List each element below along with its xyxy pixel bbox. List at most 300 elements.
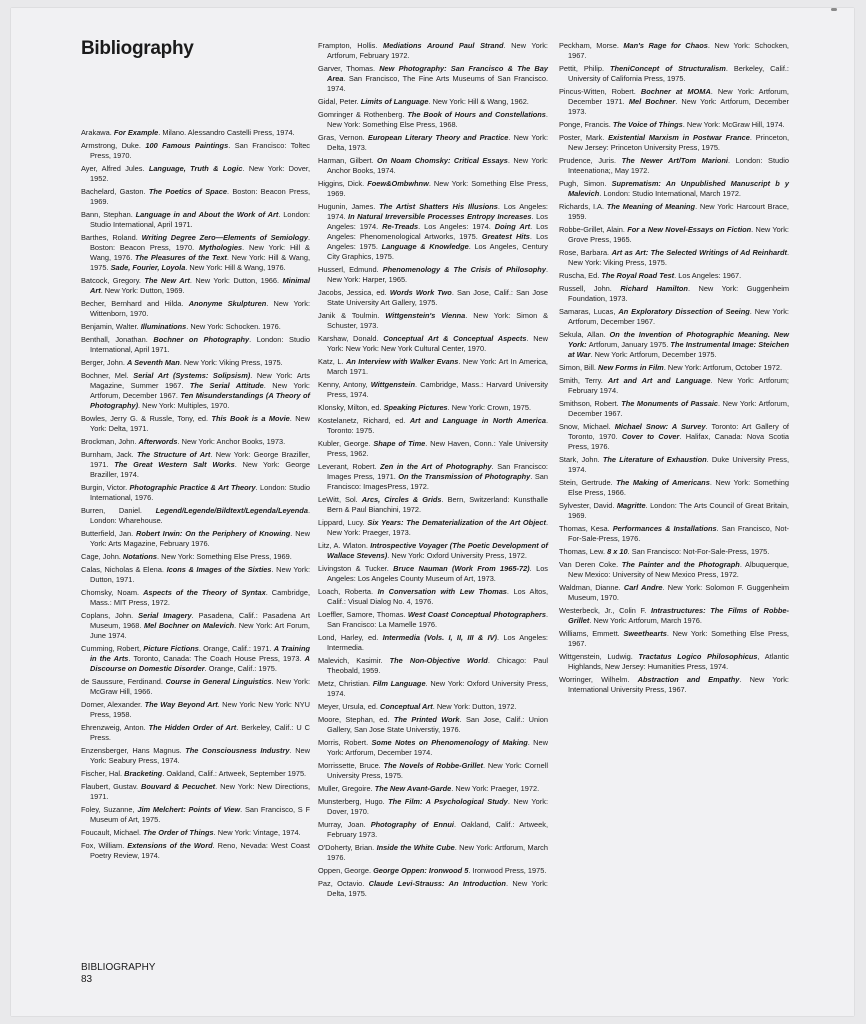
entry-text: . New York: Delta, 1975. — [327, 878, 548, 898]
entry-title: 8 x 10 — [607, 547, 628, 556]
entry-text: . New York: Harcourt Brace, 1959. — [568, 202, 789, 221]
entry-title: Re-Treads — [382, 221, 419, 231]
entry-title: The Printed Work — [393, 714, 460, 724]
entry-text: . San Francisco, S F Museum of Art, 1975. — [90, 804, 310, 824]
entry-title: Doing Art — [494, 221, 531, 231]
bibliography-entry — [81, 335, 310, 355]
entry-title: Mel Bochner — [628, 96, 676, 106]
entry-title: Picture Fictions — [143, 643, 199, 653]
entry-title: Six Years: The Dematerialization of the Art Object — [367, 517, 546, 527]
entry-text: Bowles, Jerry G. & Russle, Tony, ed. — [81, 413, 212, 423]
bibliography-entry — [318, 288, 548, 308]
entry-title: Notations — [122, 551, 157, 561]
entry-text: . Princeton, New Jersey: Princeton University Press, 1975. — [568, 133, 789, 152]
entry-text: Van Deren Coke. — [559, 560, 622, 570]
entry-title: In Natural Irreversible Processes Entropy Increases — [348, 211, 532, 221]
bibliography-entry — [559, 455, 789, 475]
entry-text: . Los Angeles: Intermedia. — [327, 632, 548, 652]
entry-text: Foucault, Michael. — [81, 827, 144, 837]
entry-text: . Cambridge, Mass.: Harvard University Press, 1974. — [327, 379, 548, 399]
entry-title: Mythologies — [198, 243, 243, 252]
entry-text: . New York: George Braziller, 1974. — [90, 459, 310, 479]
entry-text: . San Jose, Calif.: Union Gallery, San Jose State Universtiy, 1976. — [327, 714, 548, 734]
entry-title: Foew&Ombwhnw — [367, 179, 429, 188]
entry-title: The Great Western Salt Works — [114, 459, 235, 469]
entry-text: Williams, Emmett. — [559, 629, 624, 639]
entry-text: Benjamin, Walter. — [81, 321, 141, 331]
bibliography-entry — [559, 133, 789, 153]
bibliography-entry — [81, 276, 310, 296]
entry-text: . Los Angeles: 1974. — [418, 221, 495, 231]
entry-text: Litz, A. Wlaton. — [318, 540, 371, 550]
entry-title: Serial Art (Systems: Solipsism) — [133, 371, 251, 381]
bibliography-entry — [318, 380, 548, 400]
bibliography-entry — [318, 311, 548, 331]
entry-text: Meyer, Ursula, ed. — [318, 701, 381, 711]
entry-text: . New York: Arts Magazine, February 1976. — [90, 528, 310, 548]
entry-text: . New York: New York: NYU Press, 1958. — [90, 699, 310, 719]
entry-text: Ayer, Alfred Jules. — [81, 164, 149, 174]
bibliography-entry — [318, 462, 548, 492]
entry-title: Suprematism: An Unpublished Manuscript b y Malevich — [568, 179, 789, 198]
bibliography-entry — [81, 723, 310, 743]
bibliography-entry — [81, 782, 310, 802]
entry-title: Photography of Ennui — [370, 819, 454, 829]
bibliography-entry — [318, 587, 548, 607]
entry-title: Art as Art: The Selected Writings of Ad Reinhardt — [611, 248, 787, 257]
entry-title: Minimal Art — [90, 275, 310, 295]
entry-text: . London: Studio International, April 1971. — [90, 335, 310, 354]
bibliography-entry — [559, 271, 789, 281]
entry-text: Paz, Octavio. — [318, 878, 369, 888]
bibliography-entry — [318, 110, 548, 130]
entry-title: Tractatus Logico Philosophicus — [638, 652, 758, 662]
entry-text: Jacobs, Jessica, ed. — [318, 287, 390, 297]
entry-text: Smith, Terry. — [559, 376, 608, 386]
bibliography-entry — [559, 87, 789, 117]
bibliography-entry — [559, 652, 789, 672]
entry-title: Course in General Linguistics — [165, 676, 272, 686]
entry-text: Gomringer & Rothenberg. — [318, 110, 408, 119]
bibliography-entry — [318, 784, 548, 794]
entry-title: The Film: A Psychological Study — [388, 796, 508, 806]
entry-text: . Duke University Press, 1974. — [568, 455, 790, 474]
entry-title: The Novels of Robbe-Grillet — [383, 760, 483, 770]
entry-text: . Los Angeles: Phenomenological Artworks, 1975. — [327, 221, 548, 241]
entry-text: Ponge, Francis. — [559, 119, 613, 129]
entry-title: Robert Irwin: On the Periphery of Knowing — [136, 528, 291, 538]
entry-text: Malevich, Kasimir. — [318, 655, 390, 665]
entry-title: West Coast Conceptual Photographers — [407, 609, 546, 619]
entry-title: Writing Degree Zero—Elements of Semiology — [141, 233, 308, 243]
entry-text: Richards, I.A. — [559, 202, 607, 211]
bibliography-entry — [81, 450, 310, 480]
bibliography-column-1 — [81, 128, 310, 864]
bibliography-entry — [559, 547, 789, 557]
entry-title: The Making of Americans — [616, 478, 710, 487]
entry-title: Wittgenstein — [370, 379, 415, 389]
entry-title: New Forms in Film — [598, 363, 664, 372]
bibliography-entry — [318, 541, 548, 561]
entry-text: . Oakland, Calif.: Artweek, September 1975. — [162, 768, 307, 778]
bibliography-entry — [318, 820, 548, 840]
entry-text: . Orange, Calif.: 1971. — [198, 643, 274, 653]
entry-text: . Cambridge, Mass.: MIT Press, 1972. — [90, 588, 311, 607]
bibliography-entry — [318, 879, 548, 899]
entry-text: . New York: Crown, 1975. — [447, 402, 532, 412]
entry-title: The Painter and the Photograph — [621, 560, 740, 570]
entry-title: New Photography: San Francisco & The Bay Area — [327, 64, 548, 83]
entry-title: Intrastructures: The Films of Robbe-Grillet — [568, 606, 789, 625]
entry-title: The Serial Attitude — [189, 381, 264, 390]
entry-text: Lond, Harley, ed. — [318, 632, 383, 642]
entry-text: , Atlantic Highlands, New Jersey: Humanities Press, 1974. — [568, 652, 789, 671]
entry-text: Russell, John. — [559, 284, 621, 294]
entry-title: The Book of Hours and Constellations — [407, 110, 546, 119]
entry-title: Sweethearts — [623, 629, 667, 639]
entry-text: Barthes, Roland. — [81, 233, 142, 243]
entry-text: . New York: Hill & Wang, 1976. — [185, 262, 286, 272]
entry-text: Worringer, Wilhelm. — [559, 675, 638, 685]
entry-text: Poster, Mark. — [559, 133, 609, 142]
bibliography-entry — [318, 133, 548, 153]
bibliography-entry — [81, 437, 310, 447]
bibliography-entry — [81, 828, 310, 838]
entry-text: . Berkeley, Calif.: University of California Press, 1975. — [568, 64, 789, 83]
bibliography-entry — [318, 738, 548, 758]
entry-title: Language & Knowledge — [381, 241, 469, 251]
entry-text: . New York: Anchor Books, 1973. — [177, 436, 286, 446]
bibliography-entry — [559, 179, 789, 199]
entry-text: Bann, Stephan. — [81, 210, 136, 220]
bibliography-entry — [318, 334, 548, 354]
entry-text: . London: The Arts Council of Great Britain, 1969. — [568, 501, 789, 520]
entry-text: Loach, Roberta. — [318, 586, 378, 596]
entry-text: . London: Studio International, 1976. — [90, 482, 310, 502]
entry-title: Abstraction and Empathy — [637, 675, 740, 685]
entry-text: . New York: Artforum; February 1974. — [568, 376, 789, 395]
entry-text: . Oakland, Calif.: Artweek, February 1973. — [327, 819, 549, 839]
entry-text: Samaras, Lucas, — [559, 307, 619, 317]
entry-text: Stein, Gertrude. — [559, 478, 617, 487]
entry-text: Higgins, Dick. — [318, 179, 368, 188]
entry-title: The New Avant-Garde — [374, 783, 452, 793]
entry-title: Legend/Legende/Bildtext/Legenda/Leyenda — [155, 505, 308, 515]
bibliography-entry — [81, 700, 310, 720]
bibliography-entry — [559, 606, 789, 626]
bibliography-entry — [81, 746, 310, 766]
entry-text: Karshaw, Donald. — [318, 333, 384, 343]
entry-text: O'Doherty, Brian. — [318, 842, 377, 852]
entry-text: Gidal, Peter. — [318, 96, 361, 106]
entry-text: . New York: Artforum, February 1972. — [327, 41, 548, 60]
entry-text: . New York: Dover, 1970. — [327, 796, 548, 816]
entry-text: Ruscha, Ed. — [559, 271, 602, 280]
entry-title: Magritte — [616, 501, 646, 510]
entry-text: . New York: Artforum, December 1973. — [568, 96, 789, 116]
entry-text: Moore, Stephan, ed. — [318, 714, 394, 724]
entry-text: . New York: Artforum, March 1976. — [589, 616, 702, 625]
bibliography-entry — [559, 478, 789, 498]
entry-text: Bachelard, Gaston. — [81, 187, 149, 197]
footer-section-label: BIBLIOGRAPHY — [81, 962, 156, 973]
entry-title: Mel Bochner on Malevich — [143, 620, 235, 630]
entry-title: Speaking Pictures — [383, 402, 448, 412]
bibliography-entry — [559, 629, 789, 649]
entry-text: Thomas, Kesa. — [559, 524, 613, 533]
entry-title: Claude Levi-Strauss: An Introduction — [368, 878, 506, 888]
entry-text: . New York: Dutton, 1972. — [432, 701, 517, 711]
entry-title: Art and Art and Language — [607, 376, 711, 386]
entry-title: The New Art — [144, 275, 190, 285]
entry-text: . Orange, Calif.: 1975. — [204, 663, 277, 673]
entry-text: . San Francisco: Not-For-Sale-Press, 1975. — [627, 547, 770, 556]
entry-text: . New York: New York: New York Cultural Center, 1970. — [327, 333, 548, 353]
entry-text: . New York: Wittenborn, 1970. — [90, 298, 311, 318]
entry-text: . New York: Hill & Wang, 1962. — [428, 96, 529, 106]
bibliography-entry — [559, 399, 789, 419]
bibliography-entry — [81, 210, 310, 230]
bibliography-entry — [559, 41, 789, 61]
bibliography-entry — [318, 495, 548, 515]
entry-text: . San Jose, Calif.: San Jose State University Art Gallery, 1975. — [327, 287, 548, 307]
entry-text: Armstrong, Duke. — [81, 141, 146, 151]
entry-text: . Boston: Beacon Press, 1969. — [90, 187, 311, 206]
bibliography-entry — [318, 679, 548, 699]
entry-text: Dorner, Alexander. — [81, 699, 145, 709]
entry-title: A Discourse on Domestic Disorder — [90, 653, 310, 673]
entry-text: . New York: New Directions, 1971. — [90, 781, 310, 801]
entry-text: . New York: Hill & Wang, 1976. — [90, 243, 310, 262]
entry-text: Kenny, Antony, — [318, 379, 371, 389]
bibliography-entry — [318, 403, 548, 413]
entry-text: . New York: Guggenheim Foundation, 1973. — [568, 284, 789, 303]
bibliography-entry — [81, 805, 310, 825]
entry-text: . New York: Delta, 1973. — [327, 133, 548, 152]
entry-text: Burnham, Jack. — [81, 450, 137, 459]
entry-text: Coplans, John. — [81, 611, 139, 620]
entry-text: . New York: Dutton, 1971. — [90, 565, 310, 584]
entry-title: On the Transmission of Photography — [398, 471, 531, 481]
entry-text: Calas, Nicholas & Elena. — [81, 565, 167, 574]
bibliography-entry — [81, 299, 310, 319]
entry-title: The Order of Things — [143, 827, 214, 837]
entry-text: . New York: Artforum, October 1972. — [663, 363, 783, 372]
entry-text: Smithson, Robert. — [559, 399, 622, 409]
entry-text: Cage, John. — [81, 551, 123, 561]
entry-text: . New York: Anchor Books, 1974. — [327, 156, 548, 175]
entry-title: 100 Famous Paintings — [145, 141, 229, 151]
entry-title: Bouvard & Pecuchet — [141, 781, 216, 791]
entry-text: Hugunin, James. — [318, 202, 380, 211]
entry-title: On Noam Chomsky: Critical Essays — [377, 156, 508, 165]
page-title: Bibliography — [81, 38, 194, 59]
entry-text: Oppen, George. — [318, 865, 374, 875]
bibliography-entry — [559, 524, 789, 544]
entry-title: The Literature of Exhaustion — [602, 455, 707, 464]
entry-text: . Toronto: Art Gallery of Toronto, 1970. — [568, 422, 789, 441]
bibliography-entry — [559, 156, 789, 176]
entry-text: . Reno, Nevada: West Coast Poetry Review, 1974. — [90, 841, 310, 860]
entry-title: The Poetics of Space — [148, 187, 227, 197]
entry-title: Afterwords — [138, 436, 178, 446]
entry-text: . New York: Artforum, March 1976. — [327, 842, 548, 862]
entry-title: An Interview with Walker Evans — [345, 356, 459, 366]
entry-title: An Exploratory Dissection of Seeing — [618, 307, 750, 317]
entry-title: Art and Language in North America — [409, 415, 546, 425]
entry-title: Mediations Around Paul Strand — [383, 41, 504, 50]
entry-title: Arcs, Circles & Grids — [361, 494, 442, 504]
bibliography-entry — [318, 843, 548, 863]
entry-text: Benthall, Jonathan. — [81, 335, 154, 344]
entry-text: Fox, William. — [81, 841, 128, 850]
entry-text: . Los Angeles, Century City Graphics, 1975. — [327, 241, 548, 261]
entry-text: . New York: Dutton, 1969. — [100, 285, 185, 295]
entry-text: Kubler, George. — [318, 438, 374, 448]
entry-text: Flaubert, Gustav. — [81, 781, 142, 791]
entry-text: Burren, Daniel. — [81, 505, 156, 515]
bibliography-entry — [81, 565, 310, 585]
entry-text: . Pasadena, Calif.: Pasadena Art Museum, 1968. — [90, 611, 310, 630]
bibliography-entry — [81, 644, 310, 674]
entry-title: Introspective Voyager (The Poetic Development of Wallace Stevens) — [327, 540, 548, 560]
entry-text: Prudence, Juris. — [559, 156, 622, 165]
entry-text: . New York: Something Else Press, 1966. — [568, 478, 789, 497]
page-number: 83 — [81, 974, 93, 985]
entry-title: Existential Marxism in Postwar France — [608, 133, 750, 142]
bibliography-entry — [81, 677, 310, 697]
entry-text: LeWitt, Sol. — [318, 494, 362, 504]
entry-text: Metz, Christian. — [318, 678, 373, 688]
entry-title: TheniConcept of Structuralism — [609, 64, 726, 73]
bibliography-entry — [318, 416, 548, 436]
entry-text: . San Francisco, Not-For-Sale-Press, 1976. — [568, 524, 789, 543]
entry-text: . London: Studio International, April 1971. — [90, 210, 310, 229]
bibliography-entry — [318, 202, 548, 261]
entry-text: . New York: Art Forum, June 1974. — [90, 620, 310, 640]
entry-text: Sekula, Allan. — [559, 330, 610, 340]
entry-text: . New York: Artforum, December 1967. — [90, 381, 310, 400]
entry-title: The Non-Objective World — [389, 655, 488, 665]
entry-text: . Halifax, Canada: Nova Scotia Press, 1976. — [568, 432, 789, 451]
entry-title: This Book is a Movie — [211, 413, 290, 423]
entry-text: Brockman, John. — [81, 436, 139, 446]
entry-text: . Toronto: 1975. — [327, 415, 548, 435]
entry-title: The Instrumental Image: Steichen at War — [568, 340, 789, 359]
entry-title: For a New Novel-Essays on Fiction — [627, 225, 752, 234]
entry-title: Anonyme Skulpturen — [188, 298, 267, 308]
entry-text: Lippard, Lucy. — [318, 517, 368, 527]
entry-title: Cover to Cover — [621, 432, 680, 441]
entry-title: The Newer Art/Tom Marioni — [621, 156, 728, 165]
bibliography-entry — [81, 552, 310, 562]
bibliography-entry — [81, 141, 310, 161]
entry-text: . New York: Something Else Press, 1969. — [157, 551, 292, 561]
entry-text: . San Francisco: ImagesPress, 1972. — [327, 471, 548, 491]
entry-title: The Consciousness Industry — [185, 745, 290, 755]
entry-text: Berger, John. — [81, 358, 128, 367]
bibliography-entry — [81, 358, 310, 368]
entry-title: Wittgenstein's Vienna — [385, 310, 466, 320]
entry-text: Waldman, Dianne. — [559, 583, 624, 593]
entry-title: Photographic Practice & Art Theory — [129, 482, 256, 492]
entry-text: Kostelanetz, Richard, ed. — [318, 415, 410, 425]
entry-text: . San Francisco: Toltec Press, 1970. — [90, 141, 310, 160]
bibliography-entry — [81, 769, 310, 779]
entry-text: Pincus-Witten, Robert. — [559, 87, 641, 96]
entry-text: Morrissette, Bruce. — [318, 760, 384, 770]
entry-text: . Boston: Beacon Press, 1970. — [90, 233, 311, 252]
bibliography-entry — [559, 284, 789, 304]
bibliography-entry — [81, 529, 310, 549]
entry-text: . Los Angeles: 1975. — [327, 231, 548, 251]
bibliography-entry — [559, 64, 789, 84]
entry-text: . London: Studio International, March 1972. — [599, 188, 741, 198]
entry-text: Sylvester, David. — [559, 501, 617, 510]
entry-text: . Los Angeles: 1974. — [327, 211, 548, 231]
entry-title: Language in and About the Work of Art — [135, 210, 279, 220]
entry-title: Richard Hamilton — [620, 284, 688, 294]
entry-text: . Milano. Alessandro Castelli Press, 1974. — [158, 128, 295, 137]
bibliography-entry — [559, 583, 789, 603]
bibliography-entry — [81, 187, 310, 207]
bibliography-entry — [81, 588, 310, 608]
entry-text: Husserl, Edmund. — [318, 264, 383, 274]
entry-text: Frampton, Hollis. — [318, 41, 384, 50]
entry-text: . New York: Artforum, December 1967. — [568, 399, 789, 418]
entry-text: . New York: International University Press, 1967. — [568, 675, 789, 694]
entry-text: Munsterberg, Hugo. — [318, 796, 389, 806]
entry-title: The Meaning of Meaning — [606, 202, 696, 211]
bibliography-entry — [318, 357, 548, 377]
entry-title: For Example — [113, 128, 159, 137]
entry-text: . New York: Seabury Press, 1974. — [90, 745, 310, 765]
entry-text: . New York: Praeger, 1972. — [451, 783, 540, 793]
entry-text: Ehrenzweig, Anton. — [81, 722, 149, 732]
bibliography-entry — [318, 179, 548, 199]
bibliography-entry — [318, 610, 548, 630]
entry-title: Serial Imagery — [138, 611, 192, 620]
entry-title: The Structure of Art — [136, 450, 211, 459]
entry-title: Performances & Installations — [612, 524, 717, 533]
bibliography-entry — [318, 866, 548, 876]
bibliography-entry — [81, 841, 310, 861]
entry-title: Phenomenology & The Crisis of Philosophy — [382, 264, 546, 274]
entry-text: . Toronto, Canada: The Coach House Press, 1973. — [128, 653, 305, 663]
entry-title: Bruce Nauman (Work From 1965-72) — [393, 563, 530, 573]
entry-title: On the Invention of Photographic Meaning. New York: — [568, 330, 789, 349]
entry-text: . Los Angeles: 1967. — [674, 271, 742, 280]
entry-title: Greatest Hits — [481, 231, 530, 241]
entry-title: Bracketing — [124, 768, 163, 778]
entry-text: . London: Studio Inteenationa;, May 1972. — [568, 156, 789, 175]
bibliography-entry — [559, 363, 789, 373]
entry-text: Muller, Gregoire. — [318, 783, 375, 793]
entry-text: Garver, Thomas. — [318, 64, 380, 73]
bibliography-column-3 — [559, 41, 789, 698]
entry-title: Zen in the Art of Photography — [380, 461, 492, 471]
entry-text: Stark, John. — [559, 455, 603, 464]
entry-title: Limits of Language — [360, 96, 429, 106]
bibliography-entry — [318, 439, 548, 459]
entry-text: Peckham, Morse. — [559, 41, 624, 50]
bibliography-entry — [318, 64, 548, 94]
bibliography-entry — [318, 797, 548, 817]
entry-text: . New York: Dover, 1952. — [90, 164, 310, 183]
entry-text: Pettit, Philip. — [559, 64, 610, 73]
entry-title: Words Work Two — [389, 287, 452, 297]
entry-title: Conceptual Art — [380, 701, 433, 711]
